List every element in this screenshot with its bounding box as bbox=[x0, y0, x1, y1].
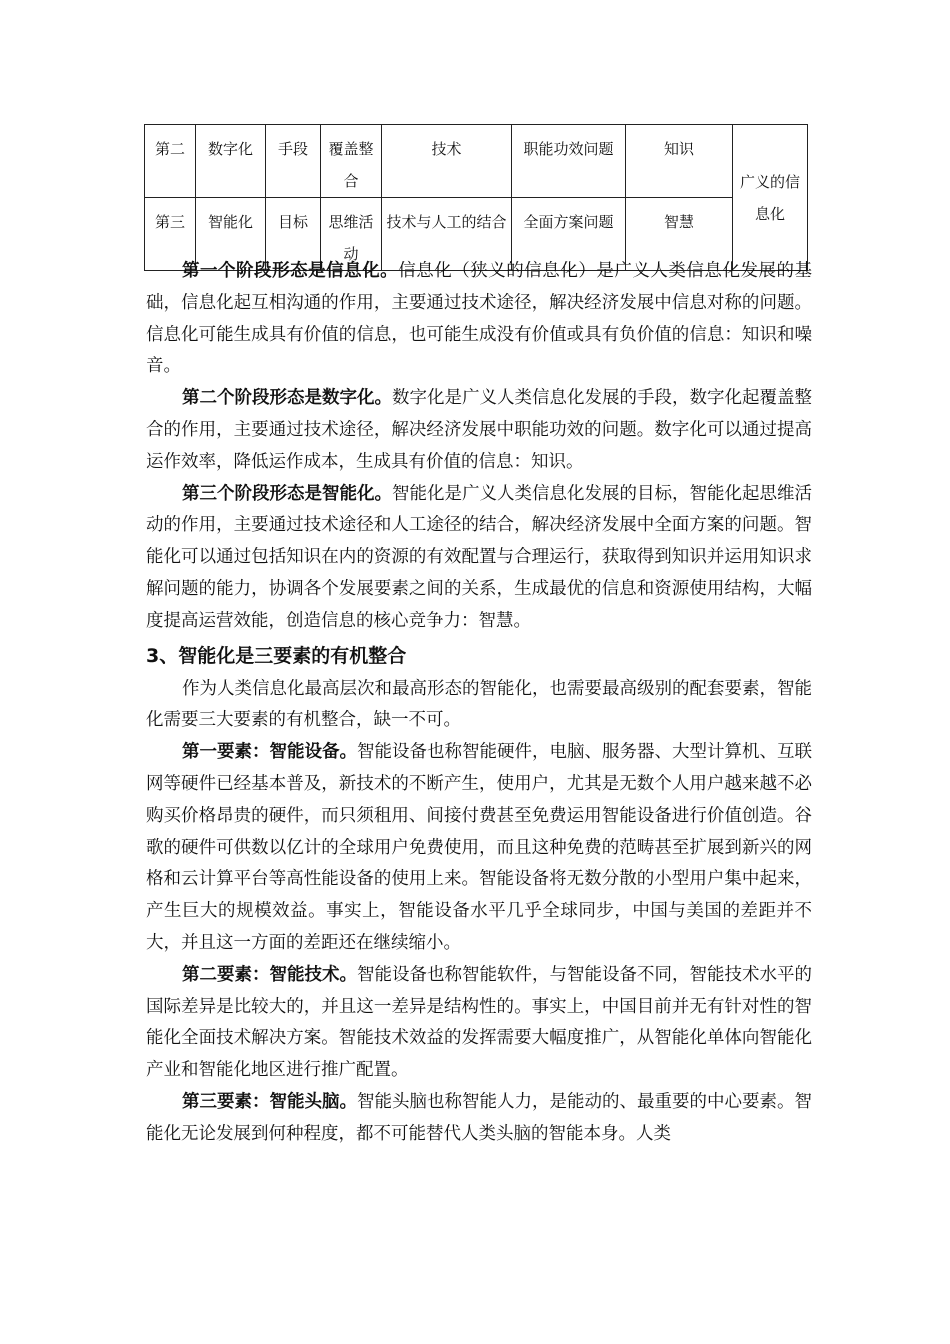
paragraph-body: 智能设备也称智能软件，与智能设备不同，智能技术水平的国际差异是比较大的，并且这一差异是结构性的。事实上，中国目前并无有针对性的智能化全面技术解决方案。智能技术效益的发挥需要大幅度推广，从智能化单体向智能化产业和智能化地区进行推广配置。 bbox=[146, 964, 812, 1081]
table-cell: 思维活动 bbox=[321, 198, 382, 271]
paragraph-body: 作为人类信息化最高层次和最高形态的智能化，也需要最高级别的配套要素，智能化需要三大要素的有机整合，缺一不可。 bbox=[146, 678, 812, 731]
table-cell: 覆盖整合 bbox=[321, 125, 382, 198]
paragraph-lead: 第一要素：智能设备。 bbox=[182, 742, 357, 763]
table-cell: 职能功效问题 bbox=[512, 125, 626, 198]
table-cell: 技术 bbox=[382, 125, 512, 198]
body-text bbox=[146, 256, 812, 1151]
table-row bbox=[145, 125, 808, 198]
table-cell: 第二 bbox=[145, 125, 196, 198]
table-cell: 数字化 bbox=[196, 125, 266, 198]
section-heading: 3、智能化是三要素的有机整合 bbox=[146, 644, 407, 667]
table-cell: 智能化 bbox=[196, 198, 266, 271]
paragraph-lead: 第二要素：智能技术。 bbox=[182, 964, 357, 985]
paragraph-body: 智能设备也称智能硬件，电脑、服务器、大型计算机、互联网等硬件已经基本普及，新技术的不断产生，使用户，尤其是无数个人用户越来越不必购买价格昂贵的硬件，而只须租用、间接付费甚至免费运用智能设备进行价值创造。谷歌的硬件可供数以亿计的全球用户免费使用，而且这种免费的范畴甚至扩展到新兴的网格和云计算平台等高性能设备的使用上来。智能设备将无数分散的小型用户集中起来，产生巨大的规模效益。事实上，智能设备水平几乎全球同步，中国与美国的差距并不大，并且这一方面的差距还在继续缩小。 bbox=[146, 742, 812, 953]
table-cell: 手段 bbox=[266, 125, 321, 198]
paragraph-lead: 第一个阶段形态是信息化。 bbox=[182, 261, 399, 281]
table-cell: 第三 bbox=[145, 198, 196, 271]
paragraph bbox=[146, 1087, 812, 1151]
paragraph bbox=[146, 960, 812, 1087]
table-cell: 全面方案问题 bbox=[512, 198, 626, 271]
table-cell: 技术与人工的结合 bbox=[382, 198, 512, 271]
paragraph-lead: 第三个阶段形态是智能化。 bbox=[182, 483, 392, 504]
paragraph bbox=[146, 383, 812, 478]
stage-table bbox=[144, 124, 808, 271]
paragraph bbox=[146, 737, 812, 960]
paragraph-body: 智能头脑也称智能人力，是能动的、最重要的中心要素。智能化无论发展到何种程度，都不可能替代人类头脑的智能本身。人类 bbox=[146, 1091, 812, 1144]
table-cell: 智慧 bbox=[626, 198, 733, 271]
paragraph-body: 信息化（狭义的信息化）是广义人类信息化发展的基础，信息化起互相沟通的作用，主要通过技术途径，解决经济发展中信息对称的问题。信息化可能生成具有价值的信息，也可能生成没有价值或具有负价值的信息：知识和噪音。 bbox=[146, 261, 813, 377]
paragraph-lead: 第二个阶段形态是数字化。 bbox=[182, 388, 392, 409]
table-cell: 目标 bbox=[266, 198, 321, 271]
paragraph-body: 智能化是广义人类信息化发展的目标，智能化起思维活动的作用，主要通过技术途径和人工途径的结合，解决经济发展中全面方案的问题。智能化可以通过包括知识在内的资源的有效配置与合理运行，获取得到知识并运用知识求解问题的能力，协调各个发展要素之间的关系，生成最优的信息和资源使用结构，大幅度提高运营效能，创造信息的核心竞争力：智慧。 bbox=[146, 483, 812, 631]
merged-cell: 广义的信息化 bbox=[733, 125, 808, 271]
table-cell: 知识 bbox=[626, 125, 733, 198]
paragraph bbox=[146, 256, 812, 383]
paragraph-body: 数字化是广义人类信息化发展的手段，数字化起覆盖整合的作用，主要通过技术途径，解决经济发展中职能功效的问题。数字化可以通过提高运作效率，降低运作成本，生成具有价值的信息：知识。 bbox=[146, 388, 812, 472]
paragraph bbox=[146, 479, 812, 638]
paragraph-lead: 第三要素：智能头脑。 bbox=[182, 1091, 357, 1112]
paragraph bbox=[146, 674, 812, 738]
